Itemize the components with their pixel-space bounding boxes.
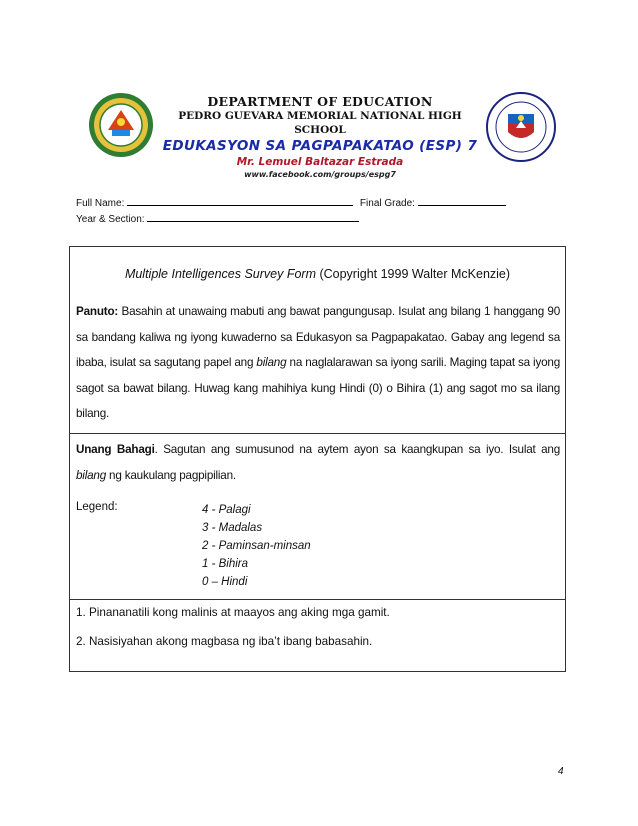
full-name-label: Full Name: (76, 198, 125, 209)
section-divider (70, 599, 565, 600)
facebook-url: www.facebook.com/groups/espg7 (244, 170, 396, 179)
panuto-label: Panuto: (76, 305, 119, 318)
final-grade-label: Final Grade: (359, 198, 415, 209)
school-seal-logo (88, 92, 154, 158)
year-section-label: Year & Section: (76, 214, 145, 225)
full-name-field[interactable] (127, 195, 353, 206)
panuto-text-a: Basahin at unawaing mabuti ang bawat pangungusap. Isulat ang bilang 1 hanggang 90 sa bandang kaliwa ng iyong kuwaderno sa Edukasyon sa Pagpapakatao. Gabay ang legend sa ibaba, isulat sa sagutang papel ang (76, 305, 560, 369)
department-title: DEPARTMENT OF EDUCATION (207, 94, 433, 109)
bahagi-italic: bilang (76, 468, 106, 482)
part-one-paragraph (76, 437, 560, 488)
bahagi-text-a: . Sagutan ang sumusunod na aytem ayon sa kaangkupan sa iyo. Isulat ang (154, 443, 560, 456)
legend-item: 0 – Hindi (202, 576, 248, 588)
header-text (160, 94, 480, 180)
legend-label: Legend: (76, 501, 118, 513)
teacher-name: Mr. Lemuel Baltazar Estrada (236, 156, 404, 168)
legend-item: 4 - Palagi (202, 504, 251, 516)
school-name: PEDRO GUEVARA MEMORIAL NATIONAL HIGH SCHOOL (178, 110, 462, 136)
final-grade-field[interactable] (418, 195, 506, 206)
survey-form-box (69, 246, 566, 672)
form-title-rest: (Copyright 1999 Walter McKenzie) (315, 267, 511, 281)
bahagi-label: Unang Bahagi (76, 443, 155, 456)
legend-item: 3 - Madalas (202, 522, 263, 534)
survey-item: 2. Nasisiyahan akong magbasa ng iba’t ibang babasahin. (76, 635, 373, 648)
panuto-text-b: na naglalarawan sa iyong sarili. Maging tapat sa iyong sagot sa bawat bilang. Huwag kang mahihiya kung Hindi (0) o Bihira (1) ang sagot mo sa ilang bilang. (76, 356, 560, 420)
instructions-paragraph (76, 299, 560, 427)
section-divider (70, 433, 565, 434)
bahagi-text-b: ng kaukulang pagpipilian. (106, 468, 236, 482)
legend-item: 1 - Bihira (202, 558, 249, 570)
panuto-italic: bilang (256, 356, 287, 369)
student-info-fields (76, 195, 506, 227)
survey-item: 1. Pinananatili kong malinis at maayos ang aking mga gamit. (76, 606, 390, 619)
deped-seal-logo (486, 92, 556, 162)
document-header (0, 86, 638, 186)
legend-item: 2 - Paminsan-minsan (202, 540, 311, 552)
legend-list (202, 501, 311, 591)
year-section-field[interactable] (147, 211, 359, 222)
form-title (70, 267, 565, 281)
subject-title: EDUKASYON SA PAGPAPAKATAO (ESP) 7 (162, 138, 478, 154)
form-title-italic: Multiple Intelligences Survey Form (124, 267, 316, 281)
page-number: 4 (558, 766, 564, 777)
